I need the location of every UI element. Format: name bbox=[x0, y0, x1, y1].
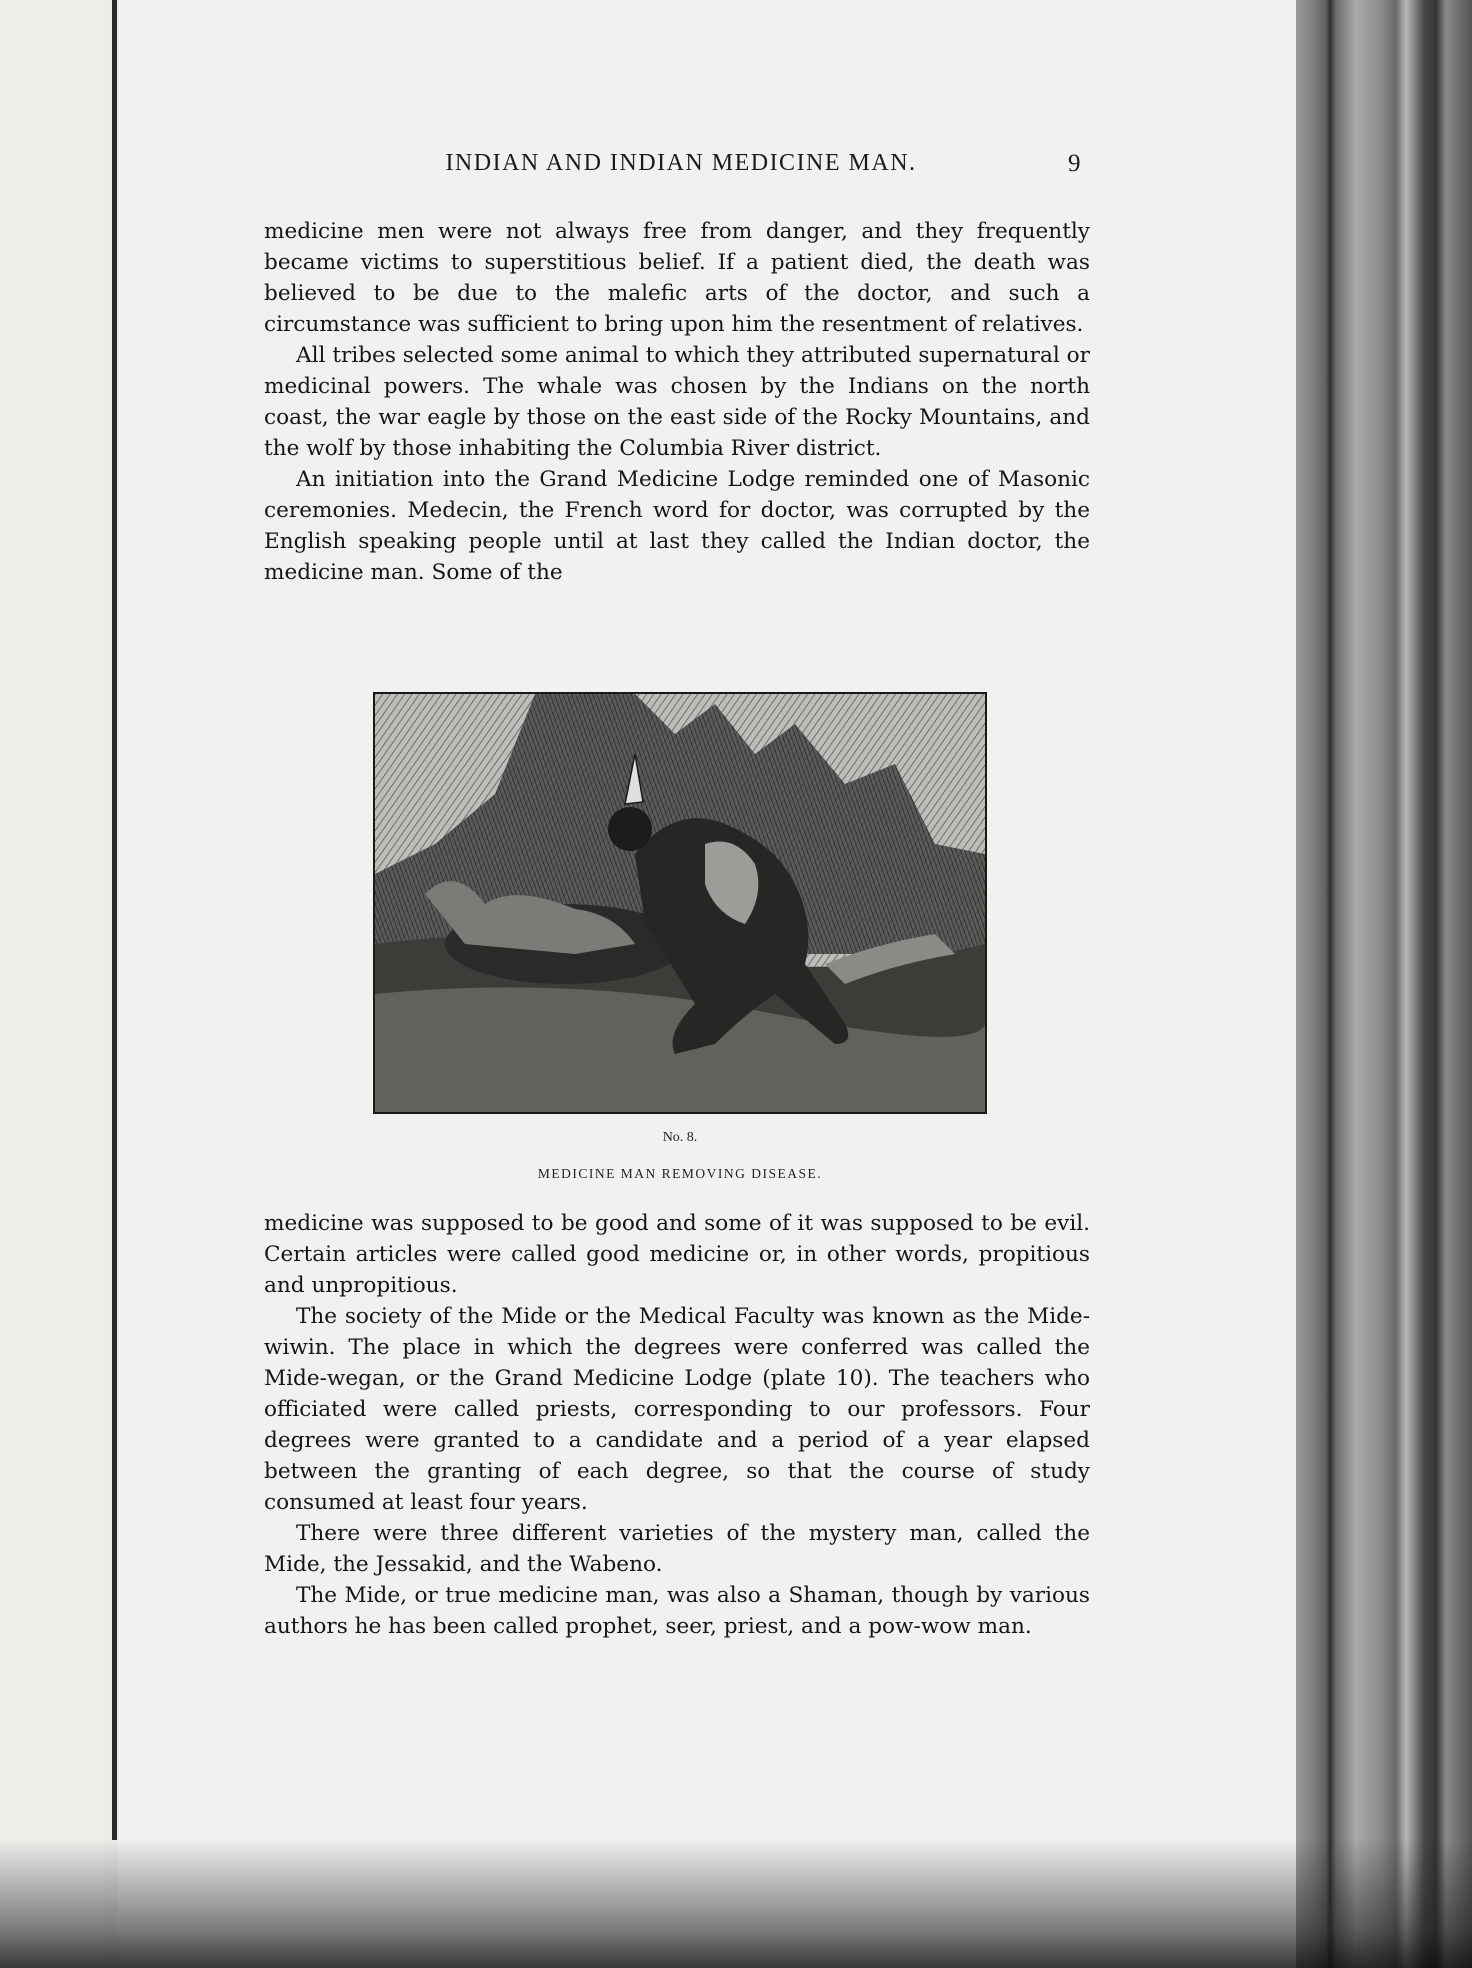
figure-number: No. 8. bbox=[662, 1130, 698, 1145]
engraving-image bbox=[375, 694, 985, 1112]
page-number: 9 bbox=[1068, 150, 1081, 177]
text-block-top bbox=[264, 216, 1090, 588]
engraving-illustration bbox=[373, 692, 987, 1114]
bottom-edge-shadow bbox=[0, 1838, 1472, 1968]
paragraph: An initiation into the Grand Medicine Lodge reminded one of Masonic ceremonies. Medecin, the French word for doctor, was corrupted by the English speaking people until at last they called the Indian doctor, the medicine man. Some of the bbox=[264, 467, 1090, 585]
paragraph: medicine was supposed to be good and some of it was supposed to be evil. Certain articles were called good medicine or, in other words, propitious and unpropitious. bbox=[264, 1211, 1090, 1298]
running-title: INDIAN AND INDIAN MEDICINE MAN. bbox=[445, 150, 917, 176]
page-stack-edge bbox=[1296, 0, 1472, 1968]
paragraph: medicine men were not always free from danger, and they frequently became victims to superstitious belief. If a patient died, the death was believed to be due to the malefic arts of the doctor, and such a circumstance was sufficient to bring upon him the resentment of relatives. bbox=[264, 219, 1090, 337]
paragraph: There were three different varieties of the mystery man, called the Mide, the Jessakid, and the Wabeno. bbox=[264, 1521, 1090, 1577]
facing-page-edge bbox=[0, 0, 104, 1968]
figure-caption: MEDICINE MAN REMOVING DISEASE. bbox=[537, 1166, 823, 1181]
text-block-bottom bbox=[264, 1208, 1090, 1642]
paragraph: The society of the Mide or the Medical Faculty was known as the Mide-wiwin. The place in which the degrees were conferred was called the Mide-wegan, or the Grand Medicine Lodge (plate 10). The teachers who officiated were called priests, corresponding to our professors. Four degrees were granted to a candidate and a period of a year elapsed between the granting of each degree, so that the course of study consumed at least four years. bbox=[264, 1304, 1090, 1515]
paragraph: All tribes selected some animal to which they attributed supernatural or medicinal powers. The whale was chosen by the Indians on the north coast, the war eagle by those on the east side of the Rocky Mountains, and the wolf by those inhabiting the Columbia River district. bbox=[264, 343, 1090, 461]
gutter-shadow bbox=[112, 0, 117, 1840]
paragraph: The Mide, or true medicine man, was also a Shaman, though by various authors he has been called prophet, seer, priest, and a pow-wow man. bbox=[264, 1583, 1090, 1639]
